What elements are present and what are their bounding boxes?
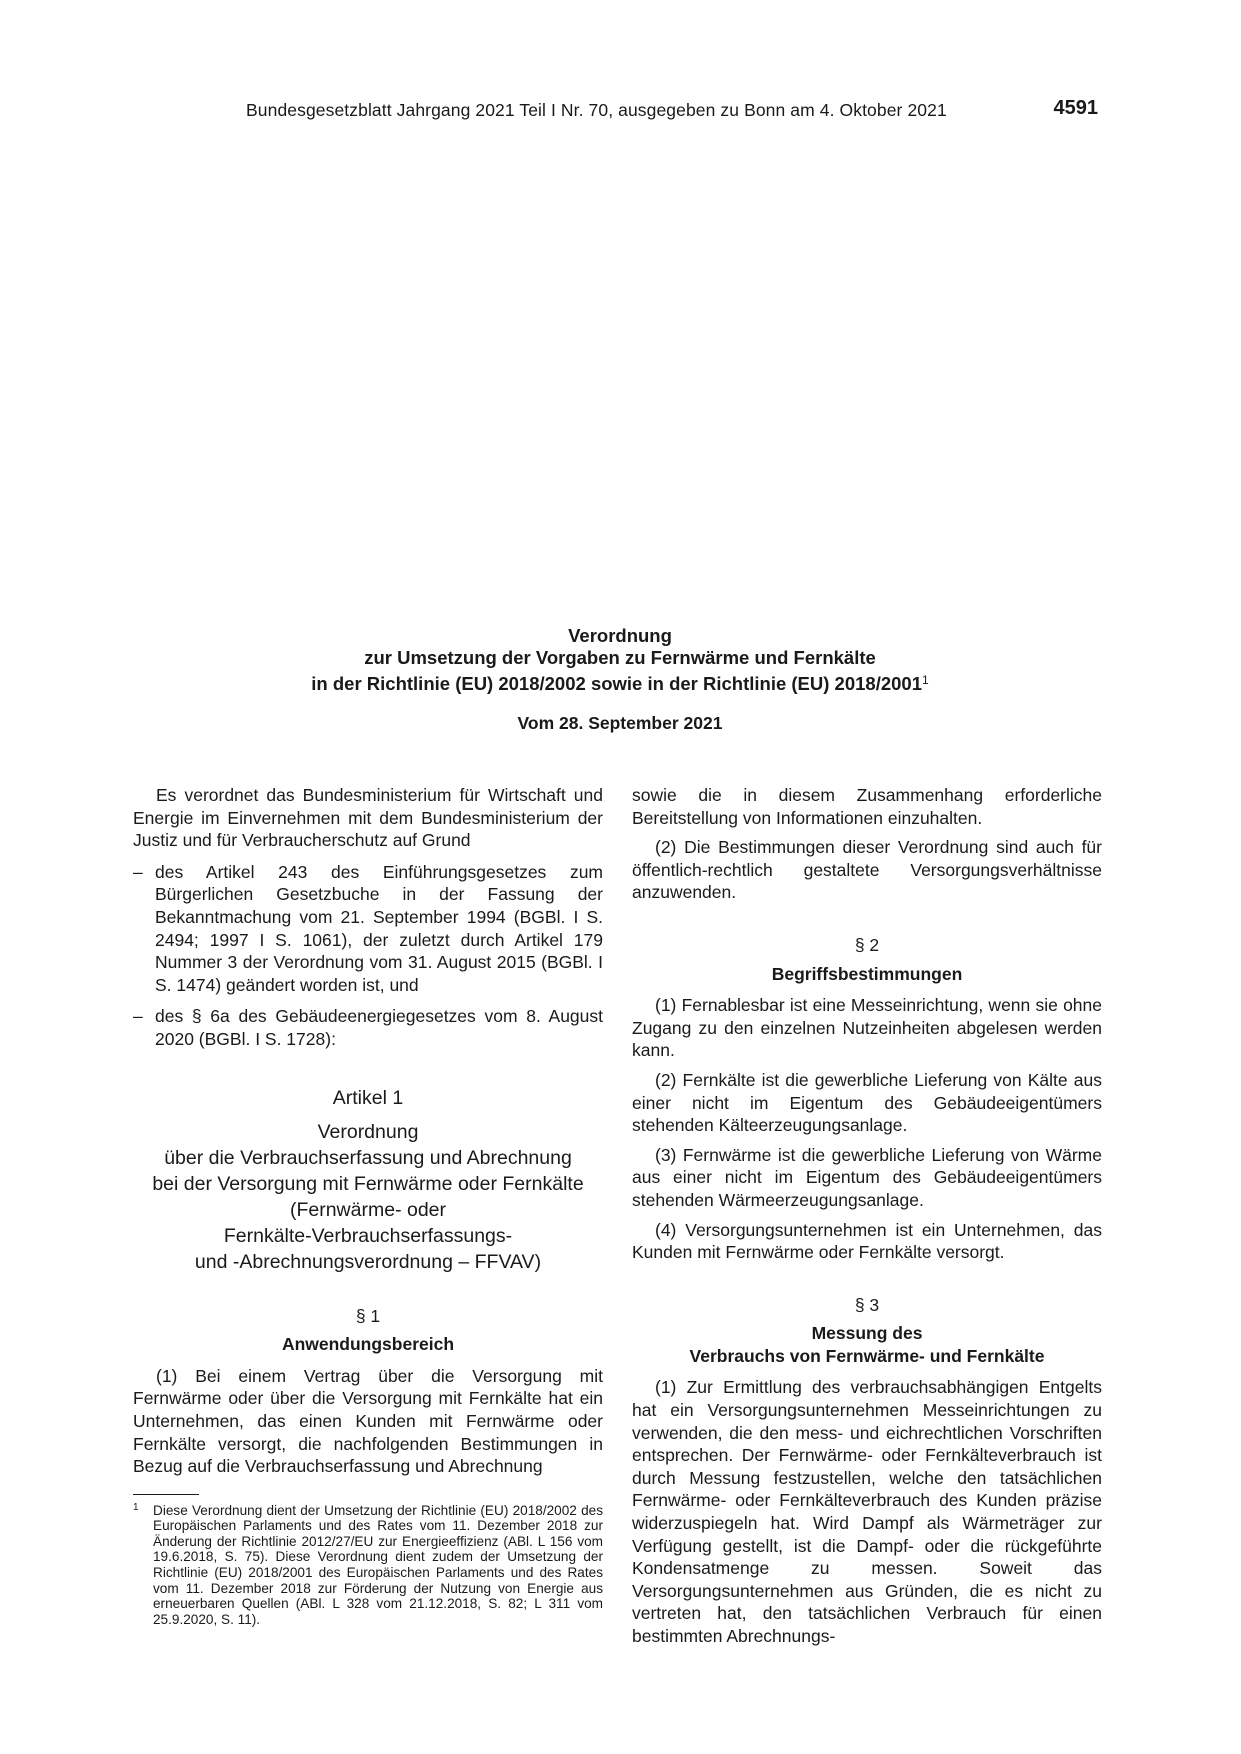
article-title-line: (Fernwärme- oder bbox=[289, 1198, 447, 1221]
article-title-line: bei der Versorgung mit Fernwärme oder Fernkälte bbox=[152, 1172, 584, 1195]
article-title-line: über die Verbrauchserfassung und Abrechnung bbox=[164, 1146, 572, 1169]
section-2-paragraph: (4) Versorgungsunternehmen ist ein Unternehmen, das Kunden mit Fernwärme oder Fernkälte versorgt. bbox=[632, 1219, 1102, 1263]
section-3-title-line-1: Messung des bbox=[811, 1323, 923, 1344]
section-2-number: § 2 bbox=[854, 934, 880, 955]
dash-bullet: – bbox=[133, 1006, 143, 1027]
ordinance-title bbox=[150, 625, 1090, 695]
article-title-line: Verordnung bbox=[317, 1120, 419, 1143]
section-2-paragraph: (1) Fernablesbar ist eine Messeinrichtung, wenn sie ohne Zugang zu den einzelnen Nutzeinheiten abgelesen werden kann. bbox=[632, 995, 1102, 1061]
left-column bbox=[133, 784, 603, 1627]
section-2-paragraph: (3) Fernwärme ist die gewerbliche Lieferung von Wärme aus einer nicht im Eigentum des Gebäudeeigentümers stehenden Wärmeerzeugungsanlage. bbox=[632, 1144, 1102, 1210]
title-line-2: zur Umsetzung der Vorgaben zu Fernwärme und Fernkälte bbox=[364, 647, 876, 668]
section-1-number: § 1 bbox=[355, 1305, 381, 1326]
page-number: 4591 bbox=[1053, 97, 1098, 119]
footnote-divider bbox=[133, 1494, 199, 1495]
section-2-title: Begriffsbestimmungen bbox=[771, 963, 963, 984]
section-3-number: § 3 bbox=[854, 1294, 880, 1315]
legal-basis-text: des Artikel 243 des Einführungsgesetzes zum Bürgerlichen Gesetzbuche in der Fassung der Bekanntmachung vom 21. September 1994 (BGBl. I S. 2494; 1997 I S. 1061), der zuletzt durch Artikel 179 Nummer 3 der Verordnung vom 31. August 2015 (BGBl. I S. 1474) geändert worden ist, und bbox=[155, 861, 603, 995]
section-3-title-line-2: Verbrauchs von Fernwärme- und Fernkälte bbox=[689, 1345, 1045, 1366]
right-column bbox=[632, 784, 1102, 1648]
legal-basis-item bbox=[133, 861, 603, 997]
title-line-3-text: in der Richtlinie (EU) 2018/2002 sowie in der Richtlinie (EU) 2018/2001 bbox=[311, 673, 923, 694]
footnote bbox=[133, 1503, 603, 1628]
footnote-text: Diese Verordnung dient der Umsetzung der Richtlinie (EU) 2018/2002 des Europäischen Parlaments und des Rates vom 11. Dezember 2018 zur Änderung der Richtlinie 2012/27/EU zur Energieeffizienz (ABl. L 156 vom 19.6.2018, S. 75). Diese Verordnung dient zudem der Umsetzung der Richtlinie (EU) 2018/2001 des Europäischen Parlaments und des Rates vom 11. Dezember 2018 zur Förderung der Nutzung von Energie aus erneuerbaren Quellen (ABl. L 328 vom 21.12.2018, S. 82; L 311 vom 25.9.2020, S. 11). bbox=[153, 1502, 603, 1627]
footnote-reference: 1 bbox=[922, 673, 929, 687]
article-title-line: und -Abrechnungsverordnung – FFVAV) bbox=[194, 1250, 542, 1273]
title-line-1: Verordnung bbox=[568, 625, 672, 646]
section-1-paragraph-2: (2) Die Bestimmungen dieser Verordnung sind auch für öffentlich-rechtlich gestaltete Versorgungsverhältnisse anzuwenden. bbox=[632, 837, 1102, 903]
dash-bullet: – bbox=[133, 861, 143, 882]
gazette-header: Bundesgesetzblatt Jahrgang 2021 Teil I Nr. 70, ausgegeben zu Bonn am 4. Oktober 2021 bbox=[246, 100, 947, 120]
ordinance-date: Vom 28. September 2021 bbox=[517, 713, 723, 733]
section-3-paragraph-1: (1) Zur Ermittlung des verbrauchsabhängigen Entgelts hat ein Versorgungsunternehmen Messeinrichtungen zu verwenden, die den mess- und eichrechtlichen Vorschriften entsprechen. Der Fernwärme- oder Fernkälteverbrauch ist durch Messung festzustellen, welche den tatsächlichen Fernwärme- oder Fernkälteverbrauch des Kunden präzise widerzuspiegeln hat. Wird Dampf als Wärmeträger zur Verfügung gestellt, ist die Dampf- oder die rückgeführte Kondensatmenge zu messen. Soweit das Versorgungsunternehmen aus Gründen, die es nicht zu vertreten hat, den tatsächlichen Verbrauch für einen bestimmten Abrechnungs- bbox=[632, 1377, 1102, 1646]
footnote-mark: 1 bbox=[133, 1501, 139, 1513]
section-1-title: Anwendungsbereich bbox=[281, 1334, 455, 1355]
article-title-line: Fernkälte-Verbrauchserfassungs- bbox=[223, 1224, 513, 1247]
article-heading bbox=[133, 1085, 603, 1275]
section-1-paragraph-1: (1) Bei einem Vertrag über die Versorgung mit Fernwärme oder über die Versorgung mit Fernkälte hat ein Unternehmen, das einen Kunden mit Fernwärme oder Fernkälte versorgt, die nachfolgenden Bestimmungen in Bezug auf die Verbrauchserfassung und Abrechnung bbox=[133, 1365, 603, 1477]
legal-basis-item bbox=[133, 1005, 603, 1050]
legal-basis-text: des § 6a des Gebäudeenergiegesetzes vom 8. August 2020 (BGBl. I S. 1728): bbox=[155, 1006, 603, 1049]
section-2-paragraph: (2) Fernkälte ist die gewerbliche Lieferung von Kälte aus einer nicht im Eigentum des Gebäudeeigentümers stehenden Kälteerzeugungsanlage. bbox=[632, 1069, 1102, 1136]
section-1-continuation: sowie die in diesem Zusammenhang erforderliche Bereitstellung von Informationen einzuhalten. bbox=[632, 785, 1102, 828]
article-number: Artikel 1 bbox=[332, 1086, 404, 1109]
preamble: Es verordnet das Bundesministerium für Wirtschaft und Energie im Einvernehmen mit dem Bundesministerium der Justiz und für Verbraucherschutz auf Grund bbox=[133, 785, 603, 851]
title-line-3 bbox=[150, 669, 1090, 695]
